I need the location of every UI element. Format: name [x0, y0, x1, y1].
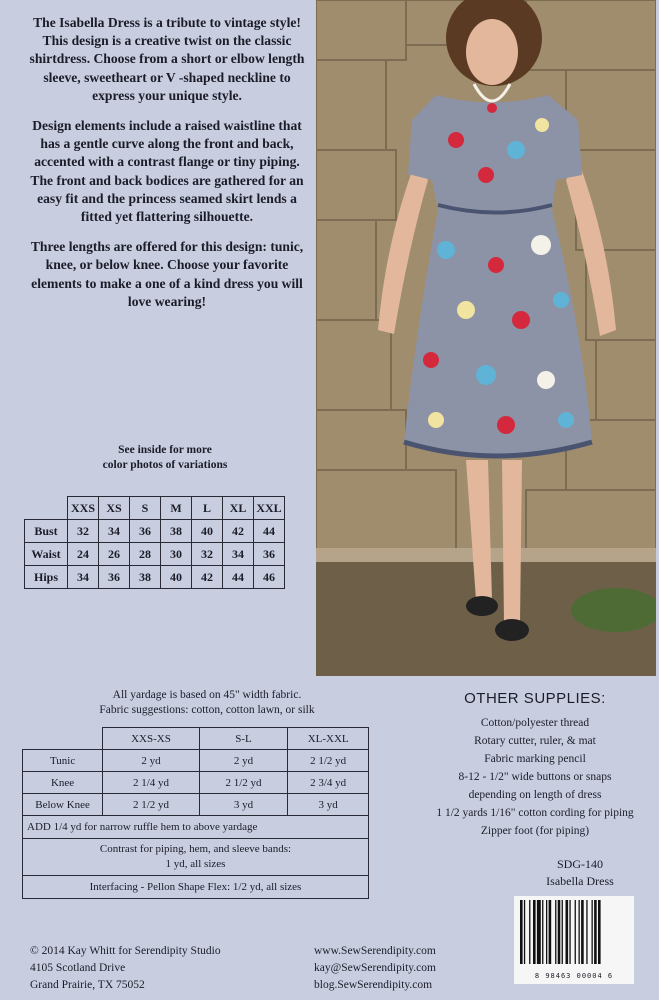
footer-address [30, 943, 221, 994]
list-item: 8-12 - 1/2" wide buttons or snaps [458, 771, 612, 783]
barcode-bar [592, 900, 593, 964]
barcode-bar [558, 900, 561, 964]
barcode-bar [598, 900, 601, 964]
barcode-bar [529, 900, 530, 964]
size-header-cell: XXL [254, 497, 285, 520]
size-cell: 32 [192, 543, 223, 566]
table-row [25, 520, 285, 543]
intro-paragraph-1: The Isabella Dress is a tribute to vintage style! This design is a creative twist on the classic shirtdress. Choose from a short or elbow length sleeve, sweetheart or V -shaped neckline to express your unique style. [29, 15, 305, 103]
list-item: 1 1/2 yards 1/16" cotton cording for piping [436, 807, 634, 819]
email-link[interactable]: kay@SewSerendipity.com [314, 962, 436, 974]
size-cell: 30 [161, 543, 192, 566]
size-cell: 36 [254, 543, 285, 566]
city-address: Grand Prairie, TX 75052 [30, 979, 145, 991]
sku-code: SDG-140 [556, 857, 603, 871]
other-supplies [420, 690, 650, 840]
barcode-bar [555, 900, 556, 964]
size-corner-cell [25, 497, 68, 520]
list-item: Zipper foot (for piping) [480, 825, 590, 837]
pattern-sku [520, 856, 640, 890]
yardage-cell: 2 1/2 yd [288, 750, 369, 772]
yardage-cell: 2 1/2 yd [199, 772, 288, 794]
list-item: Cotton/polyester thread [480, 717, 590, 729]
list-item: depending on length of dress [468, 789, 602, 801]
yardage-table [22, 727, 369, 899]
yardage-row-label: Knee [23, 772, 103, 794]
size-cell: 44 [254, 520, 285, 543]
yardage-cell: 2 1/4 yd [103, 772, 200, 794]
yardage-header-cell: XL-XXL [288, 728, 369, 750]
barcode-bar [562, 900, 563, 964]
size-cell: 40 [192, 520, 223, 543]
yardage-cell: 3 yd [199, 794, 288, 816]
table-row [23, 839, 369, 876]
table-row [23, 750, 369, 772]
size-row-label: Bust [25, 520, 68, 543]
barcode-bar [581, 900, 584, 964]
yardage-note-line-1: All yardage is based on 45" width fabric. [112, 689, 302, 701]
size-cell: 42 [192, 566, 223, 589]
list-item: Fabric marking pencil [484, 753, 586, 765]
barcode-bar [579, 900, 580, 964]
barcode-bars [514, 896, 634, 972]
size-cell: 36 [99, 566, 130, 589]
size-cell: 40 [161, 566, 192, 589]
copyright: © 2014 Kay Whitt for Serendipity Studio [30, 945, 221, 957]
barcode-bar [524, 900, 525, 964]
barcode-bar [542, 900, 543, 964]
see-inside-line-2: color photos of variations [102, 459, 228, 471]
yardage-cell: 2 yd [103, 750, 200, 772]
size-cell: 24 [68, 543, 99, 566]
barcode-icon [514, 896, 634, 984]
barcode-digits: 8 98463 00004 6 [534, 972, 614, 980]
contrast-line-1: Contrast for piping, hem, and sleeve bands: [99, 843, 292, 855]
list-item: Rotary cutter, ruler, & mat [474, 735, 596, 747]
barcode-bar [569, 900, 570, 964]
size-cell: 38 [130, 566, 161, 589]
size-row-label: Waist [25, 543, 68, 566]
size-cell: 46 [254, 566, 285, 589]
blog-link[interactable]: blog.SewSerendipity.com [314, 979, 433, 991]
size-chart-table [24, 496, 285, 589]
intro-text [22, 14, 312, 323]
size-cell: 34 [99, 520, 130, 543]
size-header-cell: S [130, 497, 161, 520]
yardage-header-cell: XXS-XS [103, 728, 200, 750]
intro-paragraph-3: Three lengths are offered for this design: tunic, knee, or below knee. Choose your favorite elements to make a one of a kind dress you will love wearing! [30, 239, 304, 309]
size-header-cell: M [161, 497, 192, 520]
street-address: 4105 Scotland Drive [30, 962, 126, 974]
barcode-bar [520, 900, 523, 964]
yardage-row-label: Tunic [23, 750, 103, 772]
barcode-bar [575, 900, 576, 964]
size-header-cell: XXS [68, 497, 99, 520]
yardage-note [22, 688, 392, 718]
size-cell: 26 [99, 543, 130, 566]
yardage-cell: 2 1/2 yd [103, 794, 200, 816]
intro-paragraph-2: Design elements include a raised waistline that has a gentle curve along the front and back, accented with a contrast flange or tiny piping. The front and back bodices are gathered for an easy fit and the princess seamed skirt lends a fitted yet flattering silhouette. [30, 118, 304, 225]
yardage-row-label: Below Knee [23, 794, 103, 816]
table-row [23, 794, 369, 816]
table-row [25, 543, 285, 566]
yardage-corner-cell [23, 728, 103, 750]
size-header-cell: L [192, 497, 223, 520]
yardage-header-cell: S-L [199, 728, 288, 750]
contrast-line-2: 1 yd, all sizes [165, 858, 226, 870]
dress-photo-illustration [316, 0, 656, 676]
size-row-label: Hips [25, 566, 68, 589]
interfacing-note: Interfacing - Pellon Shape Flex: 1/2 yd, all sizes [23, 876, 369, 899]
barcode-bar [586, 900, 587, 964]
supplies-title: OTHER SUPPLIES: [464, 690, 606, 707]
see-inside-note [40, 443, 290, 473]
barcode-bar [549, 900, 552, 964]
sku-name: Isabella Dress [546, 874, 614, 888]
yardage-header-row [23, 728, 369, 750]
barcode-bar [566, 900, 569, 964]
yardage-cell: 3 yd [288, 794, 369, 816]
yardage-cell: 2 3/4 yd [288, 772, 369, 794]
size-cell: 28 [130, 543, 161, 566]
barcode-bar [533, 900, 536, 964]
size-cell: 38 [161, 520, 192, 543]
size-cell: 44 [223, 566, 254, 589]
table-row [23, 772, 369, 794]
contrast-note [23, 839, 369, 876]
ruffle-note: ADD 1/4 yd for narrow ruffle hem to above yardage [23, 816, 369, 839]
website-link[interactable]: www.SewSerendipity.com [314, 945, 436, 957]
yardage-note-line-2: Fabric suggestions: cotton, cotton lawn, or silk [99, 704, 315, 716]
size-header-cell: XL [223, 497, 254, 520]
see-inside-line-1: See inside for more [118, 444, 212, 456]
size-cell: 34 [223, 543, 254, 566]
footer-contact [314, 943, 436, 994]
size-header-row [25, 497, 285, 520]
barcode-bar [594, 900, 597, 964]
size-header-cell: XS [99, 497, 130, 520]
size-cell: 42 [223, 520, 254, 543]
table-row [23, 876, 369, 899]
barcode-bar [546, 900, 547, 964]
size-cell: 32 [68, 520, 99, 543]
barcode-bar [537, 900, 541, 964]
size-cell: 36 [130, 520, 161, 543]
table-row [23, 816, 369, 839]
model-photo [316, 0, 656, 676]
size-cell: 34 [68, 566, 99, 589]
yardage-cell: 2 yd [199, 750, 288, 772]
table-row [25, 566, 285, 589]
